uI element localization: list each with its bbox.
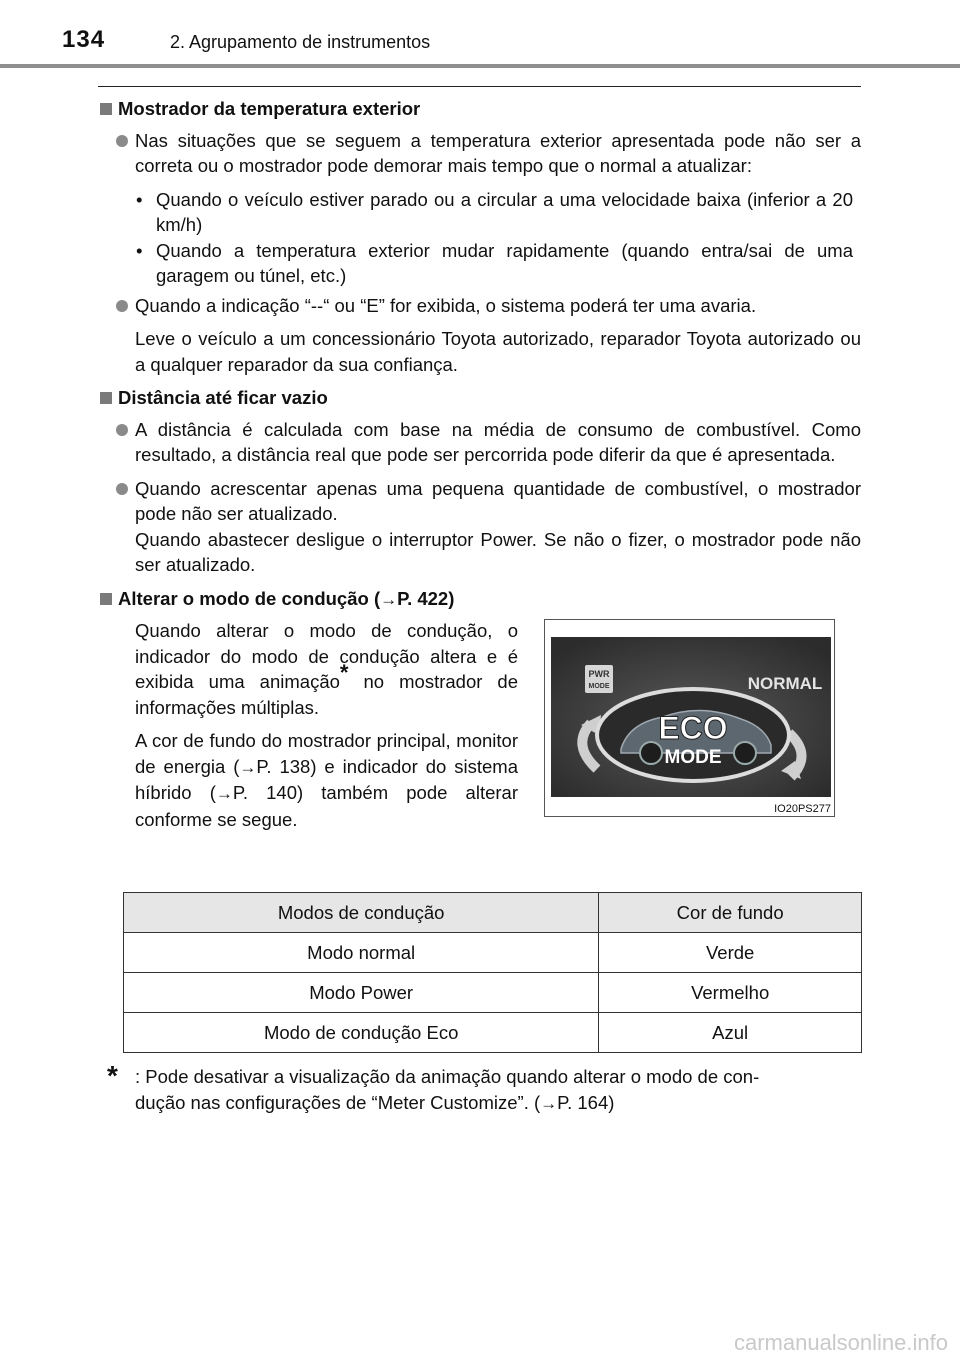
paragraph: Quando alterar o modo de condução, o indicador do modo de condução altera e é exibida uma animação* no mostrador de informações múltiplas. [135, 620, 519, 718]
small-bullet-icon: • [136, 188, 143, 210]
drive-mode-color-table [123, 892, 862, 1053]
table-header-cell: Cor de fundo [599, 893, 862, 933]
round-bullet-icon [116, 483, 128, 495]
table-cell: Modo de condução Eco [124, 1013, 599, 1053]
sub-item: • Quando o veículo estiver parado ou a circular a uma velocidade baixa (inferior a 20 km/h) [136, 188, 853, 235]
eco-mode-display-graphic [551, 637, 831, 797]
footnote-marker: * [339, 660, 349, 685]
section-heading-temperature: Mostrador da temperatura exterior [98, 96, 861, 122]
figure-code: IO20PS277 [774, 803, 831, 815]
footnote-marker: * [107, 1060, 118, 1091]
drive-mode-block [98, 618, 861, 848]
round-bullet-icon [116, 135, 128, 147]
arrow-right-icon: → [239, 757, 257, 777]
paragraph: A cor de fundo do mostrador principal, monitor de energia (→P. 138) e indicador do sistema híbrido (→P. 140) também pode alterar conforme se segue. [135, 730, 518, 830]
table-cell: Vermelho [599, 973, 862, 1013]
header-rule [0, 64, 960, 68]
section-heading-distance: Distância até ficar vazio [98, 385, 861, 411]
display-screen [551, 637, 831, 797]
arrow-right-icon: → [540, 1094, 558, 1113]
table-row [124, 973, 862, 1013]
table-cell: Verde [599, 933, 862, 973]
footnote-line: dução nas configurações de “Meter Customize”. (→P. 164) [135, 1092, 615, 1113]
table-header-cell: Modos de condução [124, 893, 599, 933]
page-reference-link[interactable]: P. 164) [557, 1092, 615, 1113]
arrow-right-icon: → [380, 589, 398, 609]
section-rule [98, 86, 861, 87]
arrow-right-icon: → [215, 784, 233, 803]
table-row [124, 1013, 862, 1053]
chapter-title: 2. Agrupamento de instrumentos [170, 32, 431, 52]
sub-item: • Quando a temperatura exterior mudar rapidamente (quando entra/sai de uma garagem ou túnel, etc.) [136, 239, 853, 286]
page-number: 134 [62, 26, 106, 53]
bullet-item: Nas situações que se seguem a temperatura exterior apresentada pode não ser a correta ou o mostrador pode demorar mais tempo que o normal a atualizar: [98, 128, 861, 179]
page-header [0, 0, 960, 66]
round-bullet-icon [116, 300, 128, 312]
eco-label: ECO [658, 710, 728, 746]
drive-mode-text [135, 618, 518, 840]
pwr-mode-label: MODE [588, 683, 610, 690]
eco-mode-label: MODE [664, 747, 722, 768]
square-bullet-icon [100, 392, 112, 404]
normal-mode-label: NORMAL [747, 674, 823, 693]
square-bullet-icon [100, 593, 112, 605]
main-content [98, 96, 861, 848]
bullet-item: Quando acrescentar apenas uma pequena quantidade de combustível, o mostrador pode não ser atualizado. Quando abastecer desligue o interruptor Power. Se não o fizer, o mostrador pode não ser atualizado. [98, 476, 861, 578]
eco-mode-illustration [544, 619, 835, 817]
bullet-continuation: Leve o veículo a um concessionário Toyota autorizado, reparador Toyota autorizado ou a qualquer reparador da sua confiança. [135, 328, 861, 375]
round-bullet-icon [116, 424, 128, 436]
footnote-line: : Pode desativar a visualização da animação quando alterar o modo de con- [135, 1066, 760, 1087]
table-cell: Modo Power [124, 973, 599, 1013]
footnote [107, 1060, 862, 1117]
small-bullet-icon: • [136, 239, 143, 261]
table-cell: Modo normal [124, 933, 599, 973]
watermark: carmanualsonline.info [733, 1330, 948, 1355]
bullet-item: A distância é calculada com base na média de consumo de combustível. Como resultado, a distância real que pode ser percorrida pode diferir da que é apresentada. [98, 417, 861, 468]
table-header-row [124, 893, 862, 933]
table-cell: Azul [599, 1013, 862, 1053]
section-heading-drive-mode: Alterar o modo de condução (→P. 422) [98, 586, 861, 613]
table-row [124, 933, 862, 973]
bullet-item: Quando a indicação “--“ ou “E” for exibida, o sistema poderá ter uma avaria. [98, 293, 861, 319]
page-reference-link[interactable]: P. 422) [397, 587, 455, 609]
square-bullet-icon [100, 103, 112, 115]
pwr-label: PWR [588, 669, 610, 679]
